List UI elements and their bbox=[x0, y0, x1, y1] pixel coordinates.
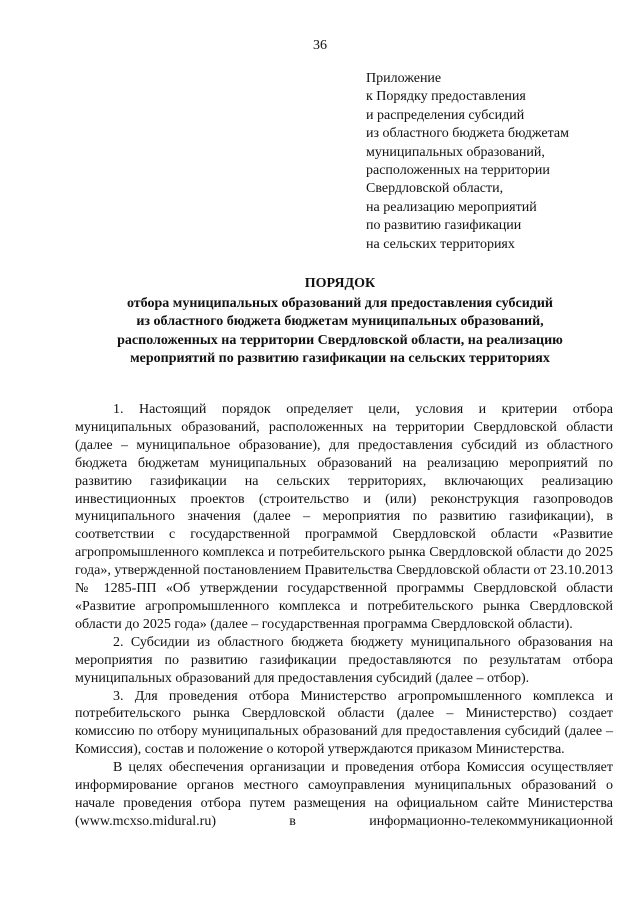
appendix-line: к Порядку предоставления bbox=[366, 89, 526, 105]
paragraph-4: В целях обеспечения организации и проведения отбора Комиссия осуществляет информирование органов местного самоуправления муниципальных образований о начале проведения отбора путем размещения на официальном сайте Министерства (www.mcxso.midural.ru) в информационно-телекоммуникационной bbox=[75, 760, 613, 829]
paragraph-3: 3. Для проведения отбора Министерство агропромышленного комплекса и потребительского рынка Свердловской области (далее – Министерство) создает комиссию по отбору муниципальных образований для предоставления субсидий (далее – Комиссия), состав и положение о которой утверждаются приказом Министерства. bbox=[75, 688, 613, 758]
page-number: 36 bbox=[313, 38, 327, 53]
appendix-line: Свердловской области, bbox=[366, 181, 504, 197]
appendix-line: Приложение bbox=[366, 71, 442, 86]
appendix-line: муниципальных образований, bbox=[366, 144, 545, 160]
document-subtitle-line: мероприятий по развитию газификации на сельских территориях bbox=[130, 351, 550, 366]
paragraph-1: 1. Настоящий порядок определяет цели, условия и критерии отбора муниципальных образований, расположенных на территории Свердловской области (далее – муниципальное образование), для предоставления субсидий из областного бюджета бюджетам муниципальных образований на реализацию мероприятий по развитию газификации на сельских территориях, включающих реализацию инвестиционных проектов (строительство и (или) реконструкция газопроводов муниципального значения (далее – мероприятия по развитию газификации), в соответствии с государственной программой Свердловской области «Развитие агропромышленного комплекса и потребительского рынка Свердловской области до 2025 года», утвержденной постановлением Правительства Свердловской области от 23.10.2013 № 1285-ПП «Об утверждении государственной программы Свердловской области «Развитие агропромышленного комплекса и потребительского рынка Свердловской области до 2025 года» (далее – государственная программа Свердловской области). bbox=[75, 402, 613, 632]
appendix-line: по развитию газификации bbox=[366, 218, 522, 234]
document-title: ПОРЯДОК bbox=[304, 276, 376, 291]
paragraph-2: 2. Субсидии из областного бюджета бюджету муниципального образования на мероприятия по развитию газификации предоставляются по результатам отбора муниципальных образований для предоставления субсидий (далее – отбор). bbox=[75, 634, 613, 686]
document-subtitle-line: из областного бюджета бюджетам муниципальных образований, bbox=[136, 314, 544, 329]
appendix-line: на сельских территориях bbox=[366, 236, 515, 252]
appendix-line: на реализацию мероприятий bbox=[366, 199, 537, 215]
appendix-line: из областного бюджета бюджетам bbox=[366, 126, 569, 142]
document-subtitle-line: отбора муниципальных образований для предоставления субсидий bbox=[126, 295, 553, 311]
appendix-line: расположенных на территории bbox=[366, 163, 550, 179]
document-title-block bbox=[60, 275, 620, 369]
document-body bbox=[75, 401, 613, 831]
appendix-line: и распределения субсидий bbox=[366, 107, 525, 123]
appendix-note bbox=[366, 70, 626, 254]
document-subtitle-line: расположенных на территории Свердловской области, на реализацию bbox=[117, 332, 563, 348]
